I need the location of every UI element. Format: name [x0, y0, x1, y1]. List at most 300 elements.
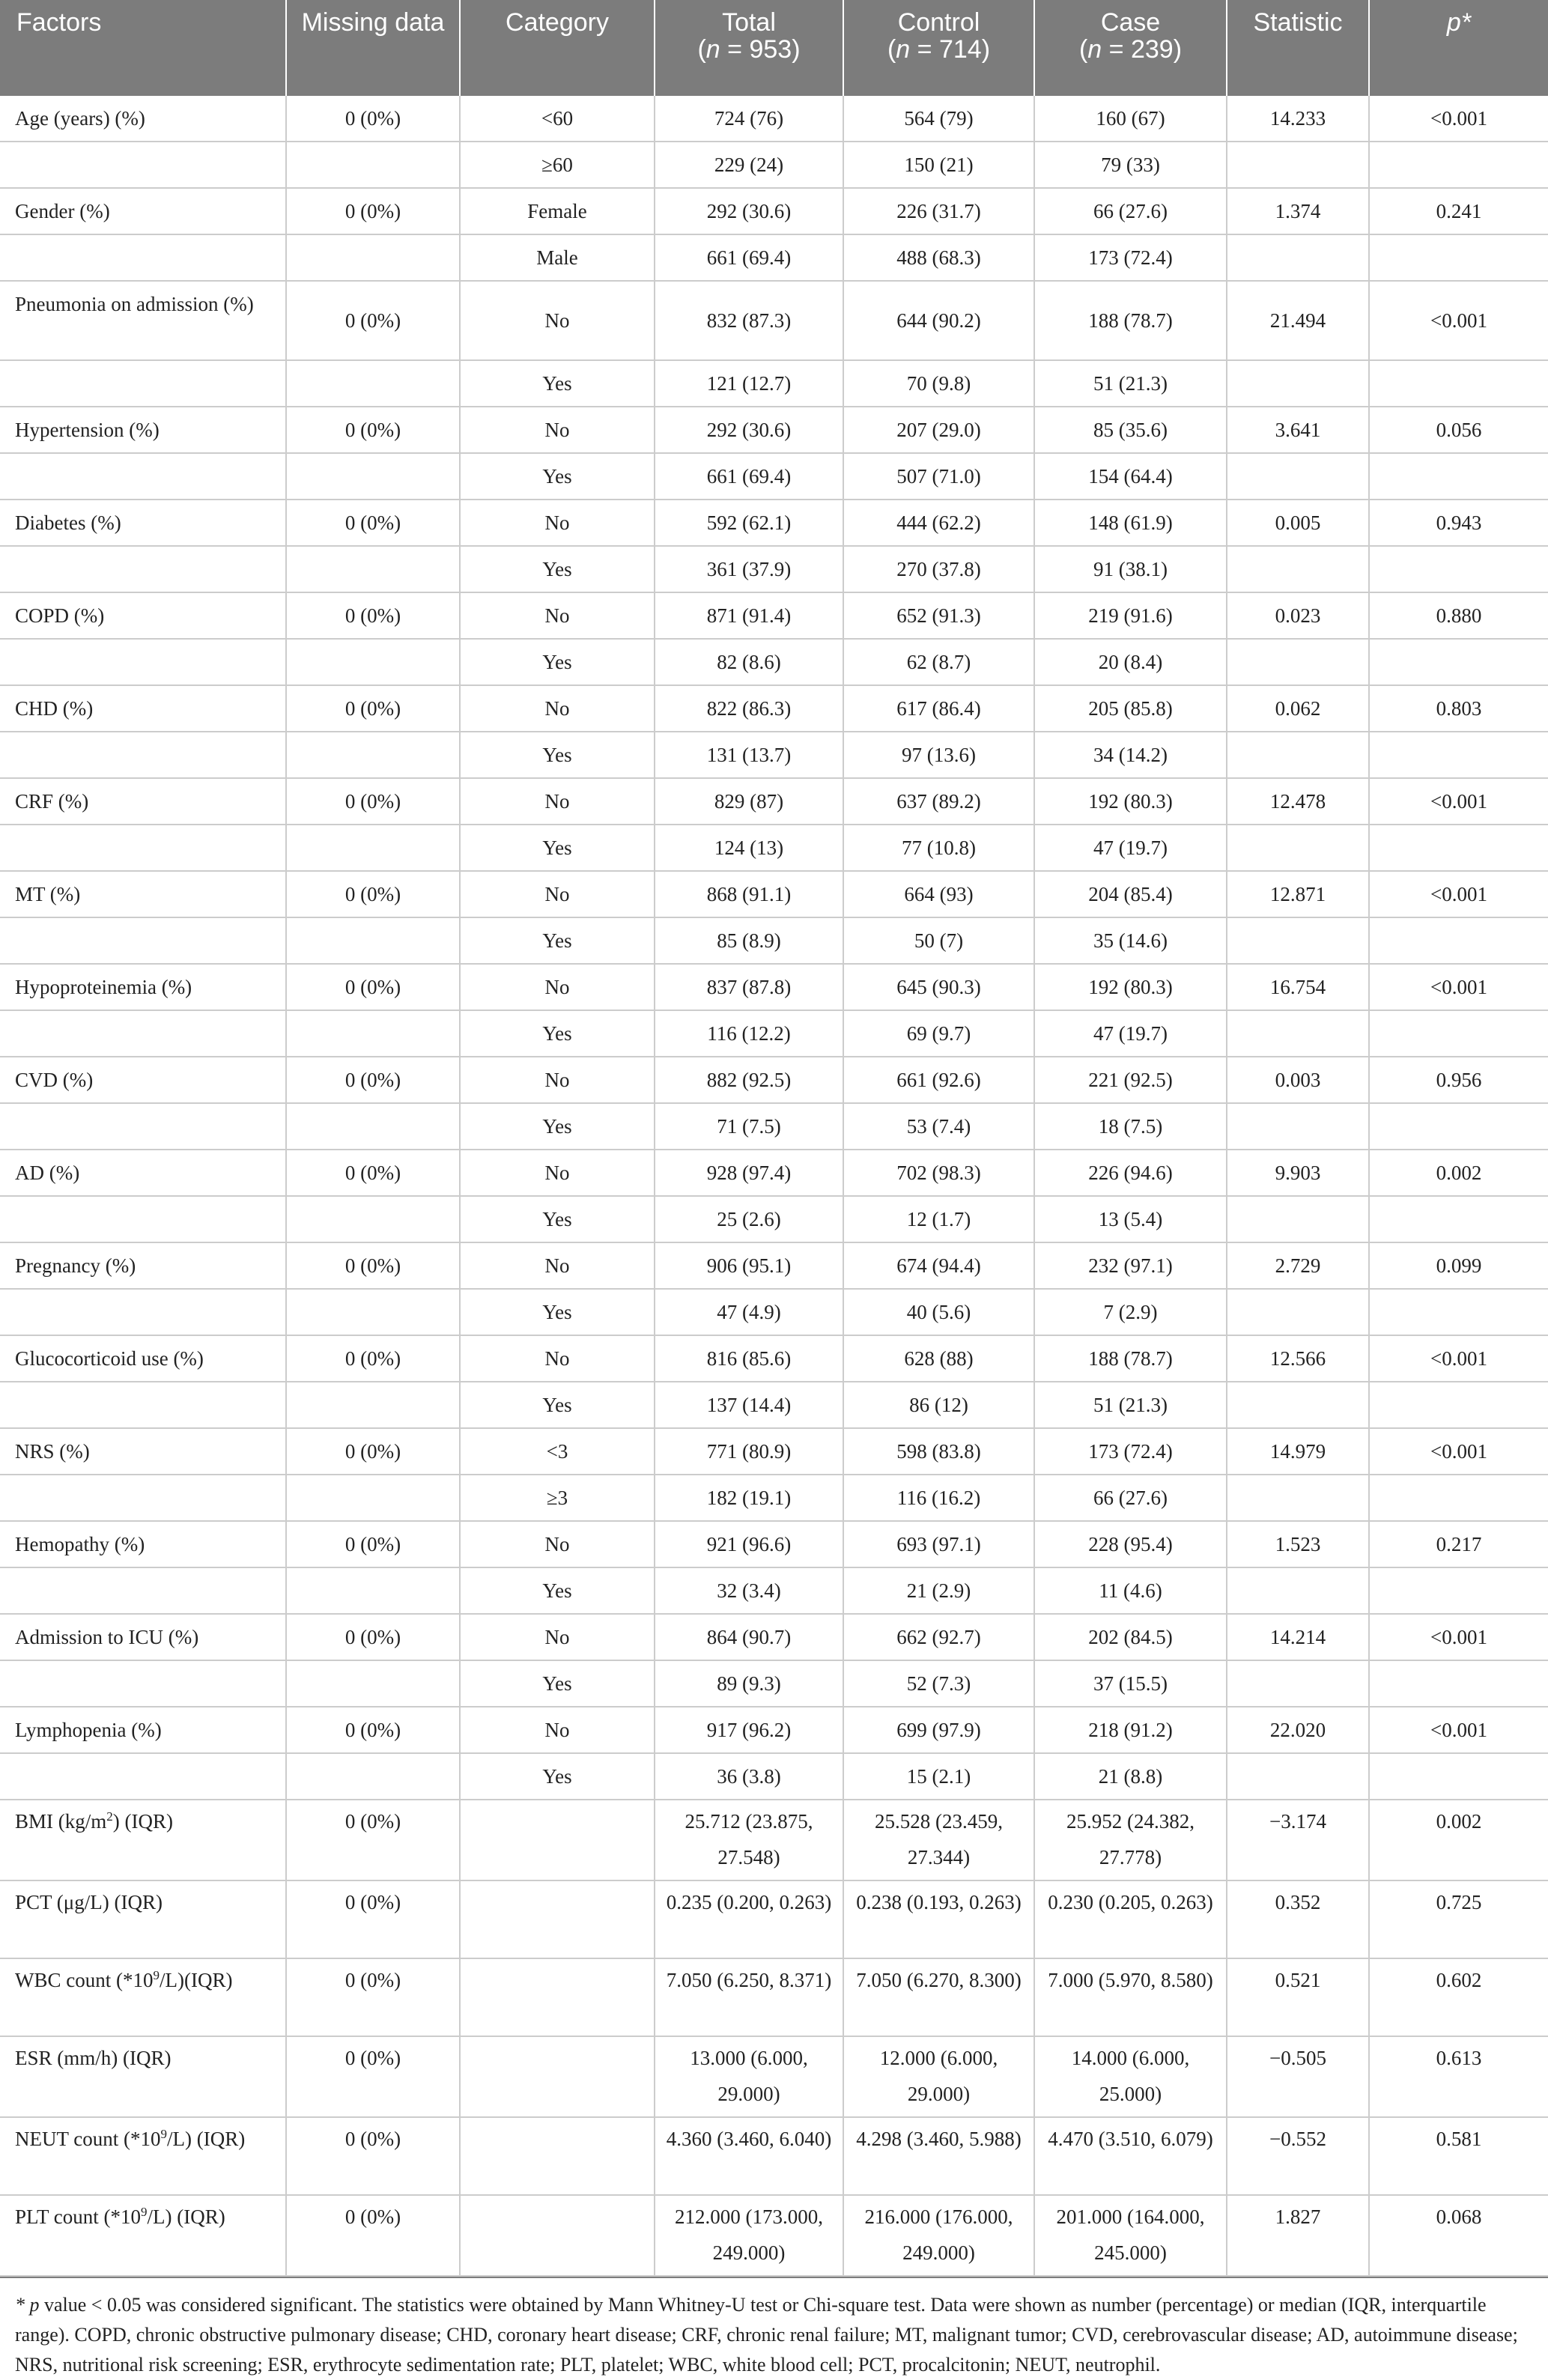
- missing-cell-empty: [286, 546, 460, 592]
- header-control: Control (n = 714): [843, 0, 1034, 96]
- control-cell: 70 (9.8): [843, 360, 1034, 407]
- factor-cell: [0, 1800, 286, 1880]
- table-row: [0, 1660, 1548, 1707]
- category-cell: ≥3: [460, 1475, 655, 1521]
- factor-cell-empty: [0, 1567, 286, 1614]
- factor-cell-empty: [0, 917, 286, 964]
- category-cell: No: [460, 1707, 655, 1753]
- missing-cell: 0 (0%): [286, 1707, 460, 1753]
- total-cell: 661 (69.4): [655, 453, 843, 500]
- category-cell: Yes: [460, 1289, 655, 1335]
- total-cell: 89 (9.3): [655, 1660, 843, 1707]
- statistic-cell: 22.020: [1227, 1707, 1369, 1753]
- statistic-cell: 0.003: [1227, 1057, 1369, 1103]
- p-value-cell: 0.725: [1369, 1880, 1548, 1958]
- statistic-cell-empty: [1227, 453, 1369, 500]
- statistic-cell-empty: [1227, 825, 1369, 871]
- control-cell: 97 (13.6): [843, 732, 1034, 778]
- case-cell: 25.952 (24.382, 27.778): [1034, 1800, 1227, 1880]
- control-cell: 216.000 (176.000, 249.000): [843, 2195, 1034, 2276]
- statistic-cell-empty: [1227, 360, 1369, 407]
- case-cell: 79 (33): [1034, 142, 1227, 188]
- case-cell: 204 (85.4): [1034, 871, 1227, 917]
- factor-cell-empty: [0, 546, 286, 592]
- total-cell: 361 (37.9): [655, 546, 843, 592]
- table-footnote: [0, 2277, 1548, 2380]
- case-cell: 7 (2.9): [1034, 1289, 1227, 1335]
- statistic-cell-empty: [1227, 1289, 1369, 1335]
- factor-text-suffix: /L) (IQR): [166, 2128, 246, 2150]
- factor-superscript: 9: [141, 2205, 148, 2219]
- case-cell: 226 (94.6): [1034, 1150, 1227, 1196]
- header-case-label: Case: [1100, 8, 1161, 37]
- p-value-cell: 0.602: [1369, 1958, 1548, 2036]
- p-value-cell: <0.001: [1369, 1428, 1548, 1475]
- total-cell: 864 (90.7): [655, 1614, 843, 1660]
- case-cell: 202 (84.5): [1034, 1614, 1227, 1660]
- table-row: [0, 360, 1548, 407]
- factor-superscript: 9: [153, 1968, 160, 1982]
- table-row: [0, 825, 1548, 871]
- case-cell: 232 (97.1): [1034, 1242, 1227, 1289]
- factor-cell: Hypertension (%): [0, 407, 286, 453]
- p-value-cell-empty: [1369, 1382, 1548, 1428]
- total-cell: 121 (12.7): [655, 360, 843, 407]
- total-cell: 212.000 (173.000, 249.000): [655, 2195, 843, 2276]
- missing-cell: 0 (0%): [286, 1958, 460, 2036]
- missing-cell-empty: [286, 234, 460, 281]
- missing-cell: 0 (0%): [286, 188, 460, 234]
- total-cell: 229 (24): [655, 142, 843, 188]
- case-cell: 4.470 (3.510, 6.079): [1034, 2117, 1227, 2195]
- p-value-cell: <0.001: [1369, 1707, 1548, 1753]
- missing-cell: 0 (0%): [286, 2195, 460, 2276]
- factor-cell-empty: [0, 1103, 286, 1150]
- factor-cell-empty: [0, 732, 286, 778]
- header-total-equals: =: [720, 35, 750, 64]
- category-cell: Yes: [460, 1660, 655, 1707]
- missing-cell: 0 (0%): [286, 407, 460, 453]
- case-cell: 21 (8.8): [1034, 1753, 1227, 1800]
- p-value-cell: 0.943: [1369, 500, 1548, 546]
- statistic-cell: 21.494: [1227, 281, 1369, 360]
- total-cell: 928 (97.4): [655, 1150, 843, 1196]
- category-cell: Yes: [460, 546, 655, 592]
- p-value-cell: <0.001: [1369, 1614, 1548, 1660]
- header-control-n-symbol: n: [896, 35, 911, 64]
- missing-cell: 0 (0%): [286, 1335, 460, 1382]
- total-cell: 4.360 (3.460, 6.040): [655, 2117, 843, 2195]
- p-value-cell-empty: [1369, 1660, 1548, 1707]
- table-row: [0, 1707, 1548, 1753]
- table-row: [0, 2036, 1548, 2117]
- category-cell-empty: [460, 2036, 655, 2117]
- factor-cell-empty: [0, 1196, 286, 1242]
- header-p-label: p*: [1446, 8, 1472, 37]
- p-value-cell: 0.217: [1369, 1521, 1548, 1567]
- factor-cell: Pneumonia on admission (%): [0, 281, 286, 360]
- category-cell-empty: [460, 2195, 655, 2276]
- category-cell: Yes: [460, 1567, 655, 1614]
- p-value-cell: 0.880: [1369, 592, 1548, 639]
- header-total-label: Total: [722, 8, 776, 37]
- table-row: [0, 1428, 1548, 1475]
- total-cell: 36 (3.8): [655, 1753, 843, 1800]
- factor-text: PCT (μg/L) (IQR): [15, 1891, 163, 1913]
- case-cell: 20 (8.4): [1034, 639, 1227, 685]
- factor-text: BMI (kg/m: [15, 1810, 107, 1833]
- category-cell: No: [460, 500, 655, 546]
- category-cell: No: [460, 871, 655, 917]
- p-value-cell-empty: [1369, 639, 1548, 685]
- total-cell: 182 (19.1): [655, 1475, 843, 1521]
- table-row: [0, 1382, 1548, 1428]
- p-value-cell-empty: [1369, 1567, 1548, 1614]
- p-value-cell-empty: [1369, 453, 1548, 500]
- category-cell: <3: [460, 1428, 655, 1475]
- missing-cell-empty: [286, 1753, 460, 1800]
- statistic-cell-empty: [1227, 1753, 1369, 1800]
- p-value-cell: 0.068: [1369, 2195, 1548, 2276]
- factor-text-suffix: /L)(IQR): [159, 1969, 233, 1991]
- control-cell: 699 (97.9): [843, 1707, 1034, 1753]
- total-cell: 25.712 (23.875, 27.548): [655, 1800, 843, 1880]
- header-control-equals: =: [910, 35, 939, 64]
- control-cell: 270 (37.8): [843, 546, 1034, 592]
- factor-cell-empty: [0, 360, 286, 407]
- case-cell: 85 (35.6): [1034, 407, 1227, 453]
- table-row: [0, 917, 1548, 964]
- header-case-n-symbol: n: [1087, 35, 1102, 64]
- category-cell: No: [460, 1335, 655, 1382]
- factor-cell: COPD (%): [0, 592, 286, 639]
- statistic-cell-empty: [1227, 639, 1369, 685]
- total-cell: 661 (69.4): [655, 234, 843, 281]
- total-cell: 822 (86.3): [655, 685, 843, 732]
- case-cell: 0.230 (0.205, 0.263): [1034, 1880, 1227, 1958]
- control-cell: 661 (92.6): [843, 1057, 1034, 1103]
- statistic-cell: 1.523: [1227, 1521, 1369, 1567]
- factor-cell-empty: [0, 142, 286, 188]
- factor-cell: Admission to ICU (%): [0, 1614, 286, 1660]
- factor-cell: AD (%): [0, 1150, 286, 1196]
- missing-cell-empty: [286, 1660, 460, 1707]
- control-cell: 662 (92.7): [843, 1614, 1034, 1660]
- p-value-cell-empty: [1369, 825, 1548, 871]
- total-cell: 921 (96.6): [655, 1521, 843, 1567]
- p-value-cell-empty: [1369, 142, 1548, 188]
- total-cell: 131 (13.7): [655, 732, 843, 778]
- missing-cell-empty: [286, 1010, 460, 1057]
- table-row: [0, 1057, 1548, 1103]
- p-value-cell-empty: [1369, 1196, 1548, 1242]
- total-cell: 25 (2.6): [655, 1196, 843, 1242]
- control-cell: 86 (12): [843, 1382, 1034, 1428]
- table-row: [0, 592, 1548, 639]
- statistic-cell-empty: [1227, 1103, 1369, 1150]
- statistic-cell-empty: [1227, 546, 1369, 592]
- statistic-cell: 0.521: [1227, 1958, 1369, 2036]
- header-category: Category: [460, 0, 655, 96]
- statistic-cell: 0.005: [1227, 500, 1369, 546]
- control-cell: 4.298 (3.460, 5.988): [843, 2117, 1034, 2195]
- case-cell: 47 (19.7): [1034, 825, 1227, 871]
- total-cell: 124 (13): [655, 825, 843, 871]
- case-cell: 173 (72.4): [1034, 1428, 1227, 1475]
- control-cell: 40 (5.6): [843, 1289, 1034, 1335]
- statistic-cell: 14.233: [1227, 96, 1369, 142]
- table-row: [0, 1196, 1548, 1242]
- control-cell: 15 (2.1): [843, 1753, 1034, 1800]
- total-cell: 292 (30.6): [655, 188, 843, 234]
- control-cell: 645 (90.3): [843, 964, 1034, 1010]
- factor-cell-empty: [0, 1289, 286, 1335]
- category-cell: Yes: [460, 639, 655, 685]
- p-value-cell: <0.001: [1369, 871, 1548, 917]
- total-cell: 13.000 (6.000, 29.000): [655, 2036, 843, 2117]
- category-cell: Yes: [460, 453, 655, 500]
- case-cell: 18 (7.5): [1034, 1103, 1227, 1150]
- case-cell: 66 (27.6): [1034, 188, 1227, 234]
- factor-text: WBC count (*10: [15, 1969, 154, 1991]
- statistic-cell: 12.871: [1227, 871, 1369, 917]
- statistic-cell: −3.174: [1227, 1800, 1369, 1880]
- factor-cell: [0, 2195, 286, 2276]
- header-case-n: 239: [1130, 35, 1174, 64]
- p-value-cell: 0.956: [1369, 1057, 1548, 1103]
- statistic-cell: −0.552: [1227, 2117, 1369, 2195]
- case-cell: 154 (64.4): [1034, 453, 1227, 500]
- table-row: [0, 188, 1548, 234]
- control-cell: 0.238 (0.193, 0.263): [843, 1880, 1034, 1958]
- category-cell: No: [460, 1150, 655, 1196]
- statistic-cell-empty: [1227, 1660, 1369, 1707]
- category-cell: Yes: [460, 825, 655, 871]
- total-cell: 47 (4.9): [655, 1289, 843, 1335]
- missing-cell-empty: [286, 1289, 460, 1335]
- missing-cell: 0 (0%): [286, 500, 460, 546]
- missing-cell: 0 (0%): [286, 1428, 460, 1475]
- missing-cell-empty: [286, 917, 460, 964]
- category-cell: No: [460, 778, 655, 825]
- control-cell: 62 (8.7): [843, 639, 1034, 685]
- statistic-cell: −0.505: [1227, 2036, 1369, 2117]
- table-row: [0, 685, 1548, 732]
- control-cell: 637 (89.2): [843, 778, 1034, 825]
- missing-cell-empty: [286, 453, 460, 500]
- table-row: [0, 142, 1548, 188]
- factor-cell: Pregnancy (%): [0, 1242, 286, 1289]
- statistic-cell: 1.827: [1227, 2195, 1369, 2276]
- table-row: [0, 234, 1548, 281]
- missing-cell: 0 (0%): [286, 778, 460, 825]
- p-value-cell-empty: [1369, 1475, 1548, 1521]
- missing-cell-empty: [286, 825, 460, 871]
- table-row: [0, 407, 1548, 453]
- category-cell: Yes: [460, 1196, 655, 1242]
- case-cell: 13 (5.4): [1034, 1196, 1227, 1242]
- p-value-cell-empty: [1369, 234, 1548, 281]
- missing-cell: 0 (0%): [286, 592, 460, 639]
- statistic-cell: 9.903: [1227, 1150, 1369, 1196]
- factor-text: NEUT count (*10: [15, 2128, 161, 2150]
- table-row: [0, 281, 1548, 360]
- statistic-cell-empty: [1227, 234, 1369, 281]
- table-row: [0, 2195, 1548, 2276]
- total-cell: 868 (91.1): [655, 871, 843, 917]
- factor-cell-empty: [0, 234, 286, 281]
- total-cell: 71 (7.5): [655, 1103, 843, 1150]
- category-cell: No: [460, 407, 655, 453]
- p-value-cell: <0.001: [1369, 1335, 1548, 1382]
- header-factors: Factors: [0, 0, 286, 96]
- control-cell: 52 (7.3): [843, 1660, 1034, 1707]
- table-header: [0, 0, 1548, 96]
- missing-cell: 0 (0%): [286, 685, 460, 732]
- category-cell: Female: [460, 188, 655, 234]
- statistic-cell-empty: [1227, 1475, 1369, 1521]
- control-cell: 25.528 (23.459, 27.344): [843, 1800, 1034, 1880]
- p-value-cell: 0.803: [1369, 685, 1548, 732]
- missing-cell: 0 (0%): [286, 1150, 460, 1196]
- statistic-cell: 3.641: [1227, 407, 1369, 453]
- missing-cell: 0 (0%): [286, 281, 460, 360]
- category-cell-empty: [460, 2117, 655, 2195]
- category-cell: No: [460, 1242, 655, 1289]
- table-row: [0, 546, 1548, 592]
- category-cell: Male: [460, 234, 655, 281]
- factor-cell: Hypoproteinemia (%): [0, 964, 286, 1010]
- factor-cell: [0, 1958, 286, 2036]
- control-cell: 564 (79): [843, 96, 1034, 142]
- header-control-label: Control: [897, 8, 980, 37]
- case-cell: 160 (67): [1034, 96, 1227, 142]
- total-cell: 7.050 (6.250, 8.371): [655, 1958, 843, 2036]
- control-cell: 702 (98.3): [843, 1150, 1034, 1196]
- factor-cell: Lymphopenia (%): [0, 1707, 286, 1753]
- table-row: [0, 2117, 1548, 2195]
- p-value-cell-empty: [1369, 1103, 1548, 1150]
- p-value-cell: 0.581: [1369, 2117, 1548, 2195]
- control-cell: 50 (7): [843, 917, 1034, 964]
- case-cell: 51 (21.3): [1034, 360, 1227, 407]
- table-body: [0, 96, 1548, 2276]
- case-cell: 47 (19.7): [1034, 1010, 1227, 1057]
- category-cell-empty: [460, 1880, 655, 1958]
- statistic-cell: 0.062: [1227, 685, 1369, 732]
- table-row: [0, 1010, 1548, 1057]
- total-cell: 85 (8.9): [655, 917, 843, 964]
- statistic-cell-empty: [1227, 732, 1369, 778]
- factor-cell: Gender (%): [0, 188, 286, 234]
- missing-cell-empty: [286, 732, 460, 778]
- factor-cell-empty: [0, 1660, 286, 1707]
- factor-cell: NRS (%): [0, 1428, 286, 1475]
- total-cell: 906 (95.1): [655, 1242, 843, 1289]
- header-total-n: 953: [749, 35, 792, 64]
- category-cell-empty: [460, 1958, 655, 2036]
- missing-cell-empty: [286, 142, 460, 188]
- table-row: [0, 1800, 1548, 1880]
- total-cell: 724 (76): [655, 96, 843, 142]
- factor-cell-empty: [0, 1753, 286, 1800]
- p-value-cell: 0.241: [1369, 188, 1548, 234]
- statistic-cell: 12.566: [1227, 1335, 1369, 1382]
- header-total-n-symbol: n: [705, 35, 720, 64]
- statistic-cell: 14.979: [1227, 1428, 1369, 1475]
- factor-cell-empty: [0, 1382, 286, 1428]
- header-total: Total (n = 953): [655, 0, 843, 96]
- statistic-cell-empty: [1227, 1382, 1369, 1428]
- total-cell: 116 (12.2): [655, 1010, 843, 1057]
- statistic-cell-empty: [1227, 1196, 1369, 1242]
- table-row: [0, 96, 1548, 142]
- table-row: [0, 1475, 1548, 1521]
- factor-superscript: 2: [106, 1809, 113, 1824]
- p-value-cell: <0.001: [1369, 96, 1548, 142]
- total-cell: 592 (62.1): [655, 500, 843, 546]
- total-cell: 292 (30.6): [655, 407, 843, 453]
- control-cell: 628 (88): [843, 1335, 1034, 1382]
- table-row: [0, 1614, 1548, 1660]
- category-cell: No: [460, 1057, 655, 1103]
- case-cell: 201.000 (164.000, 245.000): [1034, 2195, 1227, 2276]
- case-cell: 221 (92.5): [1034, 1057, 1227, 1103]
- factor-superscript: 9: [160, 2127, 167, 2141]
- missing-cell-empty: [286, 639, 460, 685]
- p-value-cell-empty: [1369, 1289, 1548, 1335]
- statistic-cell-empty: [1227, 142, 1369, 188]
- table-row: [0, 500, 1548, 546]
- control-cell: 77 (10.8): [843, 825, 1034, 871]
- table-row: [0, 1103, 1548, 1150]
- control-cell: 116 (16.2): [843, 1475, 1034, 1521]
- control-cell: 53 (7.4): [843, 1103, 1034, 1150]
- missing-cell-empty: [286, 1475, 460, 1521]
- missing-cell-empty: [286, 1567, 460, 1614]
- control-cell: 21 (2.9): [843, 1567, 1034, 1614]
- factor-cell-empty: [0, 1475, 286, 1521]
- control-cell: 12.000 (6.000, 29.000): [843, 2036, 1034, 2117]
- missing-cell: 0 (0%): [286, 2117, 460, 2195]
- p-value-cell: <0.001: [1369, 281, 1548, 360]
- case-cell: 192 (80.3): [1034, 964, 1227, 1010]
- category-cell: Yes: [460, 1753, 655, 1800]
- case-cell: 205 (85.8): [1034, 685, 1227, 732]
- total-cell: 32 (3.4): [655, 1567, 843, 1614]
- total-cell: 837 (87.8): [655, 964, 843, 1010]
- control-cell: 488 (68.3): [843, 234, 1034, 281]
- category-cell-empty: [460, 1800, 655, 1880]
- total-cell: 832 (87.3): [655, 281, 843, 360]
- case-cell: 35 (14.6): [1034, 917, 1227, 964]
- case-cell: 37 (15.5): [1034, 1660, 1227, 1707]
- statistic-cell-empty: [1227, 917, 1369, 964]
- control-cell: 226 (31.7): [843, 188, 1034, 234]
- p-value-cell-empty: [1369, 917, 1548, 964]
- table-row: [0, 1289, 1548, 1335]
- table-row: [0, 1958, 1548, 2036]
- p-value-cell-empty: [1369, 732, 1548, 778]
- category-cell: No: [460, 1614, 655, 1660]
- p-value-cell: 0.002: [1369, 1800, 1548, 1880]
- total-cell: 771 (80.9): [655, 1428, 843, 1475]
- case-cell: 7.000 (5.970, 8.580): [1034, 1958, 1227, 2036]
- p-value-cell: 0.613: [1369, 2036, 1548, 2117]
- p-value-cell: 0.002: [1369, 1150, 1548, 1196]
- factor-cell: CHD (%): [0, 685, 286, 732]
- missing-cell: 0 (0%): [286, 1614, 460, 1660]
